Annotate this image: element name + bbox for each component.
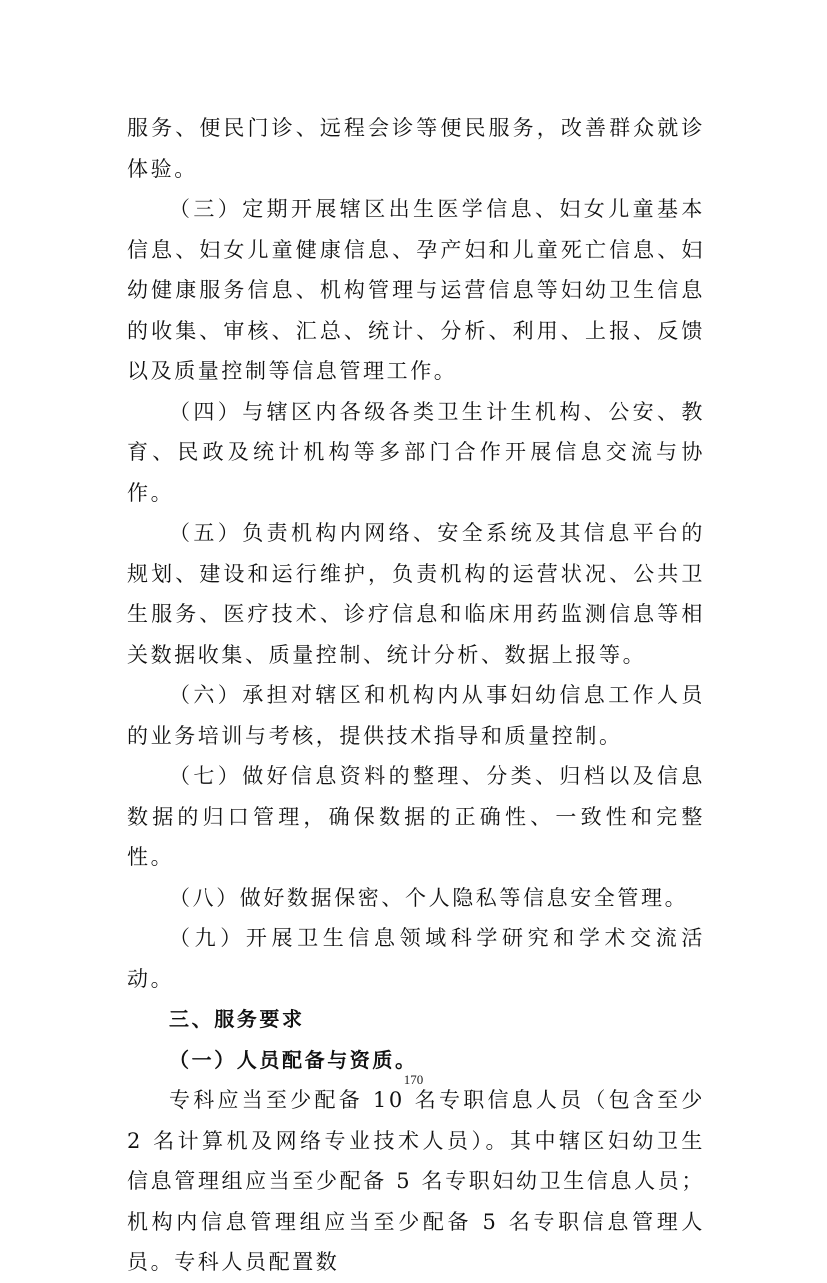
- paragraph-item-6: （六）承担对辖区和机构内从事妇幼信息工作人员的业务培训与考核，提供技术指导和质量控制。: [127, 683, 705, 748]
- paragraph-item-4: （四）与辖区内各级各类卫生计生机构、公安、教育、民政及统计机构等多部门合作开展信息交流与协作。: [127, 399, 705, 505]
- paragraph-item-8: （八）做好数据保密、个人隐私等信息安全管理。: [169, 885, 689, 910]
- paragraph-item-3: （三）定期开展辖区出生医学信息、妇女儿童基本信息、妇女儿童健康信息、孕产妇和儿童死亡信息、妇幼健康服务信息、机构管理与运营信息等妇幼卫生信息的收集、审核、汇总、统计、分析、利用、上报、反馈以及质量控制等信息管理工作。: [127, 197, 705, 383]
- page-number: 170: [403, 1072, 424, 1087]
- section-heading: 三、服务要求: [169, 1007, 305, 1031]
- paragraph-item-7: （七）做好信息资料的整理、分类、归档以及信息数据的归口管理，确保数据的正确性、一致性和完整性。: [127, 764, 705, 869]
- paragraph-item-5: （五）负责机构内网络、安全系统及其信息平台的规划、建设和运行维护，负责机构的运营状况、公共卫生服务、医疗技术、诊疗信息和临床用药监测信息等相关数据收集、质量控制、统计分析、数据上报等。: [127, 521, 705, 667]
- paragraph-item-9: （九）开展卫生信息领域科学研究和学术交流活动。: [127, 926, 705, 991]
- paragraph-continuation: 服务、便民门诊、远程会诊等便民服务，改善群众就诊体验。: [127, 116, 705, 181]
- paragraph-staffing: 专科应当至少配备 10 名专职信息人员（包含至少 2 名计算机及网络专业技术人员）。其中辖区妇幼卫生信息管理组应当至少配备 5 名专职妇幼卫生信息人员；机构内信息管理组应当至少配备 5 名专职信息管理人员。专科人员配置数: [127, 1088, 705, 1274]
- subsection-heading: （一）人员配备与资质。: [169, 1047, 418, 1072]
- body-text: [127, 108, 705, 1283]
